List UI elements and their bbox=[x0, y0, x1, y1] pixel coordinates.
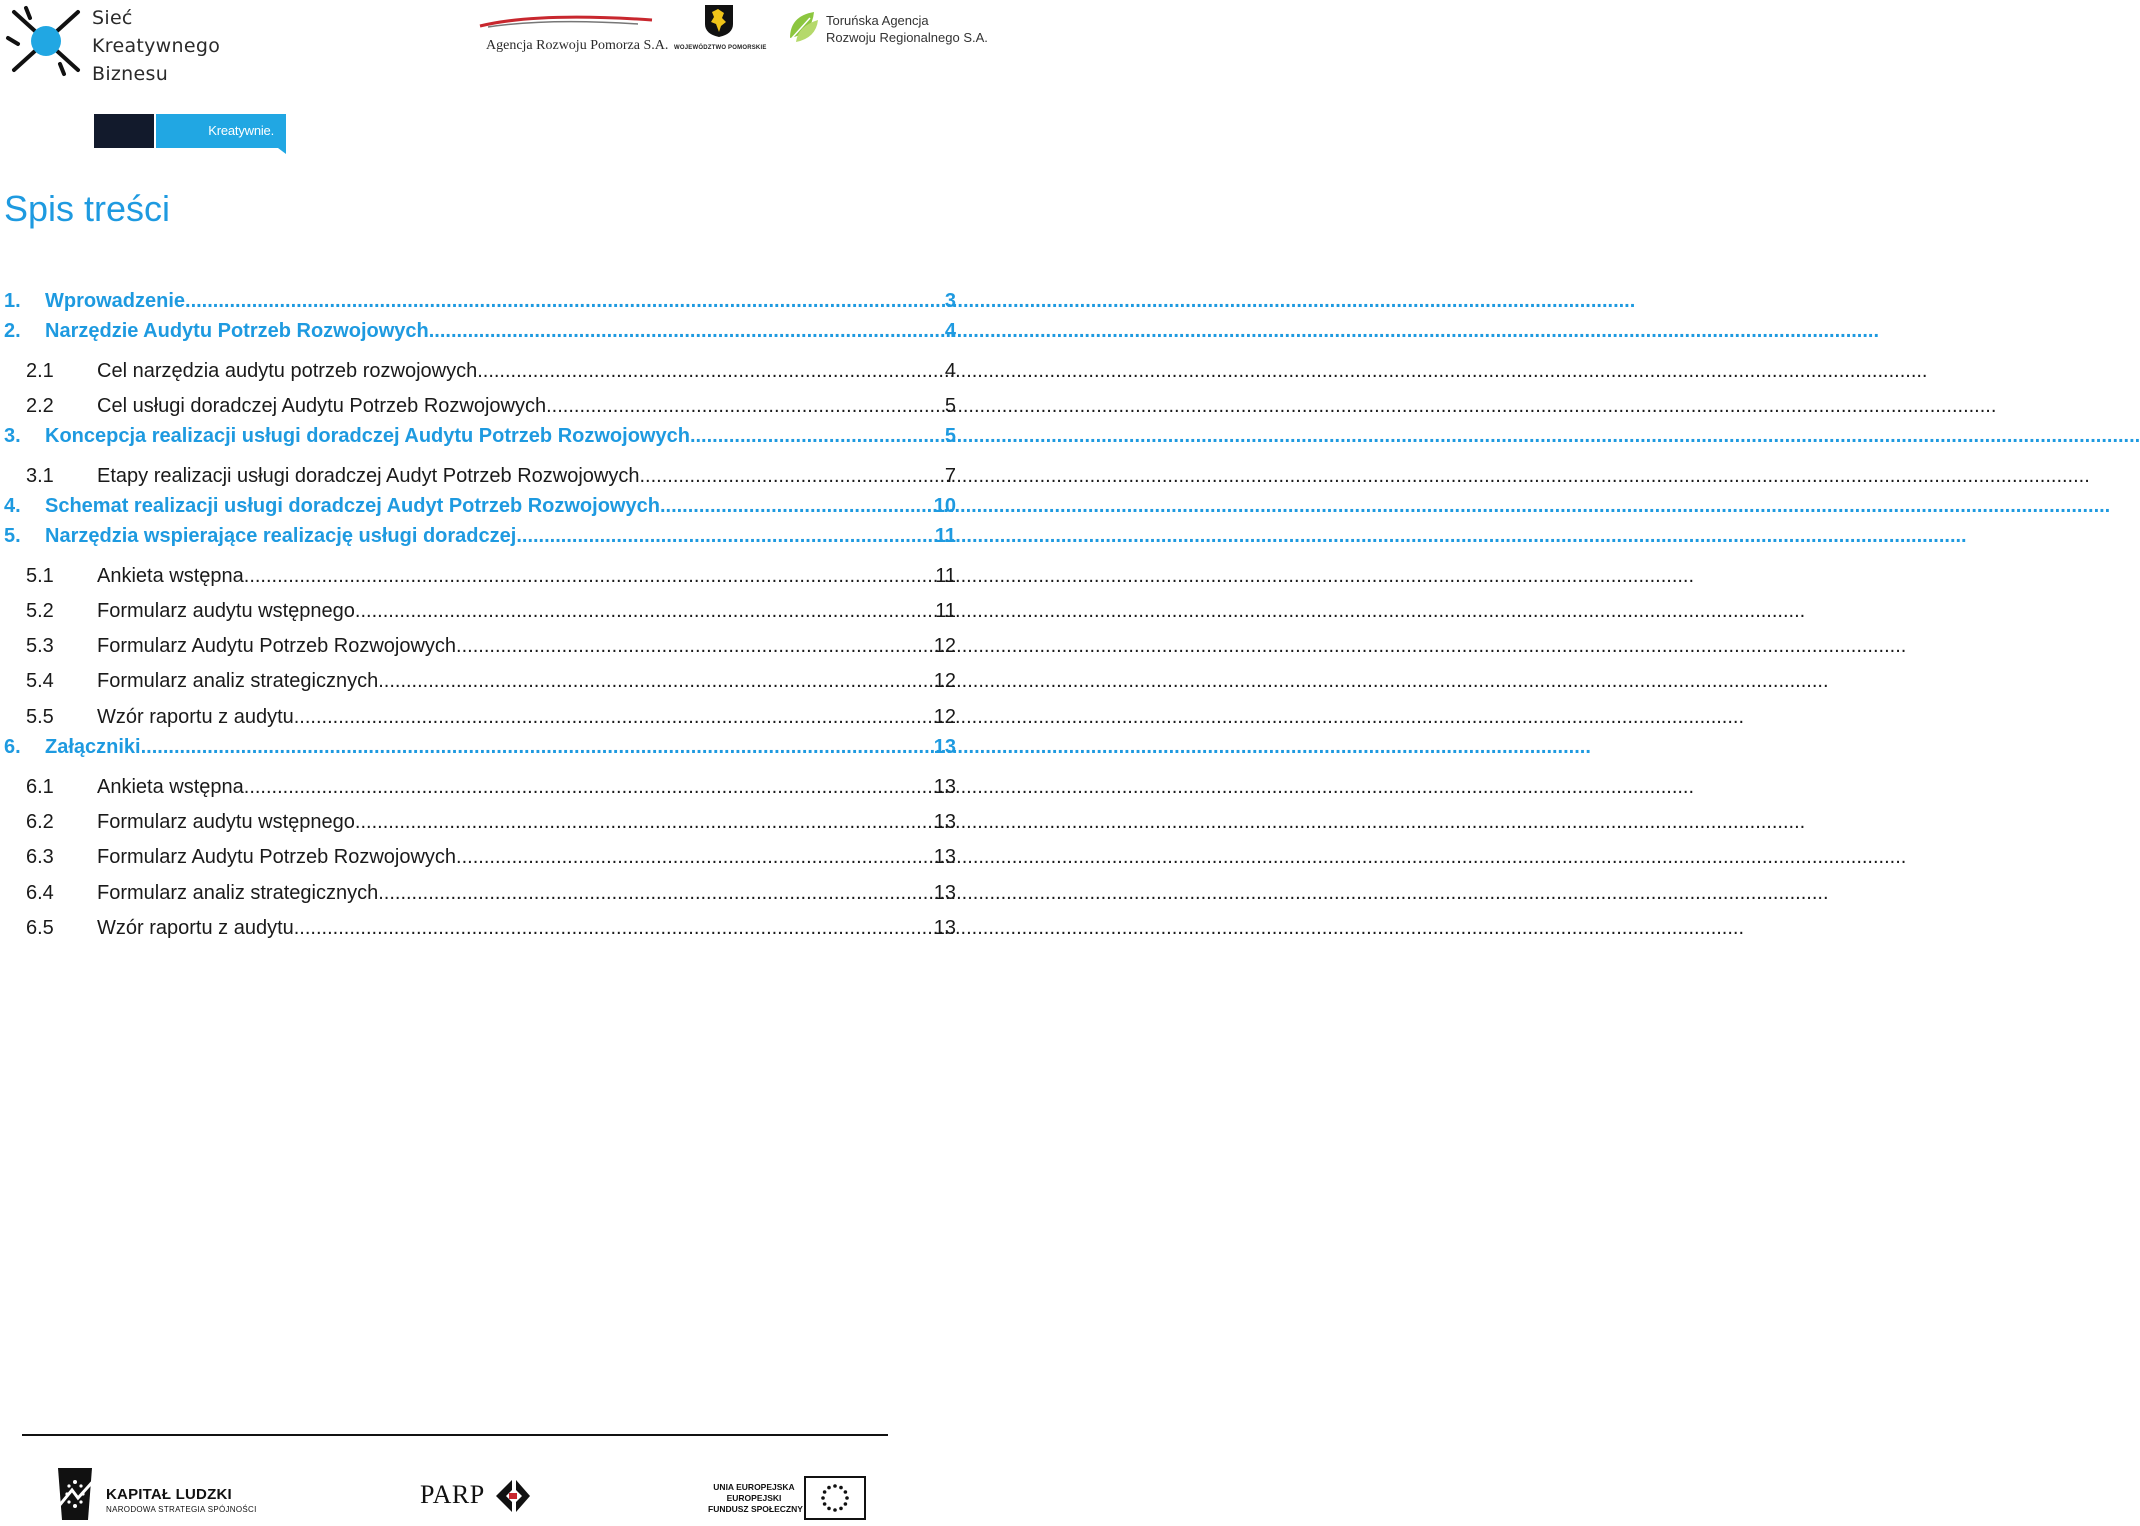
toc-dot-leader bbox=[141, 736, 932, 759]
toc-entry-page: 11 bbox=[934, 525, 956, 547]
toc-dot-leader bbox=[378, 882, 932, 905]
toc-entry-number: 3.1 bbox=[26, 465, 54, 487]
toc-entry-page: 13 bbox=[933, 776, 956, 798]
eu-star-icon bbox=[844, 1490, 848, 1494]
toc-entry[interactable] bbox=[4, 670, 956, 693]
eu-logo-text bbox=[708, 1482, 803, 1515]
toc-entry-number: 2.1 bbox=[26, 360, 54, 382]
toc-entry-number: 5. bbox=[4, 525, 21, 547]
toc-entry-title: Etapy realizacji usługi doradczej Audyt Potrzeb Rozwojowych bbox=[97, 465, 640, 487]
eu-line: FUNDUSZ SPOŁECZNY bbox=[708, 1504, 803, 1514]
parp-logo-text: PARP bbox=[420, 1480, 485, 1509]
banner-tail bbox=[278, 148, 286, 154]
toc-entry-page: 13 bbox=[933, 811, 956, 833]
parp-logo bbox=[420, 1474, 536, 1518]
toc-entry-title: Formularz audytu wstępnego bbox=[97, 600, 355, 622]
eu-star-icon bbox=[823, 1502, 827, 1506]
toc-dot-leader bbox=[516, 525, 933, 548]
toc-entry-title: Wprowadzenie bbox=[45, 290, 186, 312]
toc-dot-leader bbox=[294, 917, 932, 940]
eu-star-icon bbox=[821, 1496, 825, 1500]
toc-entry-title: Cel narzędzia audytu potrzeb rozwojowych bbox=[97, 360, 478, 382]
tarr-line: Rozwoju Regionalnego S.A. bbox=[826, 30, 988, 45]
eu-star-icon bbox=[823, 1490, 827, 1494]
pomorskie-logo bbox=[674, 4, 767, 54]
toc-entry[interactable] bbox=[4, 565, 956, 588]
banner-dark-block bbox=[94, 114, 154, 148]
toc-entry-title: Formularz analiz strategicznych bbox=[97, 882, 379, 904]
toc-entry-number: 6.4 bbox=[26, 882, 54, 904]
toc-entry-number: 6. bbox=[4, 736, 21, 758]
toc-dot-leader bbox=[660, 495, 932, 518]
toc-entry[interactable] bbox=[4, 465, 956, 488]
kapital-ludzki-logo bbox=[52, 1464, 257, 1524]
toc-entry-page: 13 bbox=[933, 736, 956, 758]
eu-flag-icon bbox=[804, 1476, 866, 1520]
toc-dot-leader bbox=[378, 670, 932, 693]
toc-entry[interactable] bbox=[4, 736, 956, 759]
toc-entry-page: 4 bbox=[944, 320, 956, 342]
toc-entry-number: 5.4 bbox=[26, 670, 54, 692]
parp-mark-icon bbox=[492, 1476, 534, 1516]
eu-star-icon bbox=[827, 1507, 831, 1511]
toc-dot-leader bbox=[456, 846, 932, 869]
toc-entry[interactable] bbox=[4, 635, 956, 658]
toc-entry-title: Wzór raportu z audytu bbox=[97, 917, 294, 939]
toc-entry-title: Formularz Audytu Potrzeb Rozwojowych bbox=[97, 635, 457, 657]
griffin-shield-icon bbox=[704, 4, 734, 38]
toc-entry-number: 5.2 bbox=[26, 600, 54, 622]
toc-dot-leader bbox=[546, 395, 943, 418]
toc-entry-page: 13 bbox=[933, 882, 956, 904]
toc-dot-leader bbox=[294, 706, 932, 729]
toc-entry-page: 7 bbox=[944, 465, 956, 487]
toc-entry-title: Formularz analiz strategicznych bbox=[97, 670, 379, 692]
tarr-line: Toruńska Agencja bbox=[826, 13, 929, 28]
leaf-icon bbox=[786, 8, 822, 44]
toc-entry-title: Ankieta wstępna bbox=[97, 565, 244, 587]
toc-entry-page: 11 bbox=[935, 600, 956, 622]
toc-dot-leader bbox=[244, 565, 933, 588]
page-title: Spis treści bbox=[4, 188, 171, 229]
pomorskie-logo-text: WOJEWÓDZTWO POMORSKIE bbox=[674, 45, 767, 51]
toc-entry-title: Schemat realizacji usługi doradczej Audyt Potrzeb Rozwojowych bbox=[45, 495, 660, 517]
toc-entry-page: 12 bbox=[933, 706, 956, 728]
toc-entry-number: 2.2 bbox=[26, 395, 54, 417]
toc-entry-number: 4. bbox=[4, 495, 21, 517]
skb-logo-text bbox=[92, 4, 220, 88]
eu-logo bbox=[708, 1476, 868, 1524]
skb-line: Kreatywnego bbox=[92, 35, 221, 57]
toc-entry[interactable] bbox=[4, 706, 956, 729]
toc-entry-title: Narzędzie Audytu Potrzeb Rozwojowych bbox=[45, 320, 429, 342]
eu-line: UNIA EUROPEJSKA bbox=[713, 1482, 795, 1492]
toc-entry-number: 3. bbox=[4, 425, 21, 447]
toc-entry-number: 1. bbox=[4, 290, 21, 312]
toc-entry-page: 12 bbox=[933, 635, 956, 657]
toc-entry-page: 5 bbox=[944, 395, 956, 417]
toc-entry[interactable] bbox=[4, 320, 956, 343]
toc-entry[interactable] bbox=[4, 846, 956, 869]
eu-star-icon bbox=[845, 1496, 849, 1500]
toc-entry-title: Wzór raportu z audytu bbox=[97, 706, 294, 728]
toc-entry[interactable] bbox=[4, 600, 956, 623]
toc-entry-page: 5 bbox=[944, 425, 956, 447]
skb-logo-icon bbox=[4, 4, 86, 78]
toc-entry-number: 5.3 bbox=[26, 635, 54, 657]
kapital-ludzki-subtitle: NARODOWA STRATEGIA SPÓJNOŚCI bbox=[106, 1505, 257, 1514]
toc-entry-title: Narzędzia wspierające realizację usługi doradczej bbox=[45, 525, 517, 547]
toc-entry-page: 10 bbox=[933, 495, 956, 517]
toc-dot-leader bbox=[690, 425, 943, 448]
skb-line: Sieć bbox=[92, 7, 133, 29]
toc-entry-page: 3 bbox=[944, 290, 956, 312]
toc-entry[interactable] bbox=[4, 776, 956, 799]
toc-dot-leader bbox=[355, 600, 933, 623]
toc-entry-title: Ankieta wstępna bbox=[97, 776, 244, 798]
toc-dot-leader bbox=[477, 360, 943, 383]
banner-blue-block bbox=[156, 114, 286, 148]
eu-star-icon bbox=[844, 1502, 848, 1506]
toc-entry-title: Załączniki bbox=[45, 736, 141, 758]
toc-entry-page: 13 bbox=[933, 846, 956, 868]
toc-entry[interactable] bbox=[4, 290, 956, 313]
toc-dot-leader bbox=[244, 776, 932, 799]
toc-dot-leader bbox=[456, 635, 932, 658]
toc-entry-title: Formularz Audytu Potrzeb Rozwojowych bbox=[97, 846, 457, 868]
toc-entry-number: 2. bbox=[4, 320, 21, 342]
toc-entry-number: 6.3 bbox=[26, 846, 54, 868]
toc-dot-leader bbox=[640, 465, 943, 488]
toc-entry-number: 6.2 bbox=[26, 811, 54, 833]
toc-entry[interactable] bbox=[4, 917, 956, 940]
page-header bbox=[0, 0, 988, 160]
toc-entry[interactable] bbox=[4, 525, 956, 548]
toc-entry-page: 11 bbox=[935, 565, 956, 587]
toc-entry-number: 5.5 bbox=[26, 706, 54, 728]
arp-swoosh-icon bbox=[478, 14, 654, 28]
banner-label: Kreatywnie. bbox=[208, 123, 274, 138]
toc-dot-leader bbox=[429, 320, 943, 343]
toc-entry-page: 12 bbox=[933, 670, 956, 692]
toc-entry-page: 4 bbox=[944, 360, 956, 382]
eu-star-icon bbox=[833, 1508, 837, 1512]
footer-divider bbox=[22, 1434, 888, 1436]
eu-star-icon bbox=[839, 1486, 843, 1490]
toc-entry-title: Formularz audytu wstępnego bbox=[97, 811, 355, 833]
kapital-ludzki-title: KAPITAŁ LUDZKI bbox=[106, 1486, 232, 1503]
tarr-logo bbox=[786, 8, 988, 48]
arp-logo bbox=[478, 14, 669, 53]
kapital-ludzki-mark-icon bbox=[52, 1464, 98, 1524]
eu-star-icon bbox=[827, 1486, 831, 1490]
tarr-logo-text bbox=[826, 12, 988, 46]
toc-dot-leader bbox=[185, 290, 943, 313]
toc-entry-number: 5.1 bbox=[26, 565, 54, 587]
eu-line: EUROPEJSKI bbox=[726, 1493, 782, 1503]
skb-line: Biznesu bbox=[92, 63, 169, 85]
toc-entry-number: 6.5 bbox=[26, 917, 54, 939]
eu-star-icon bbox=[833, 1484, 837, 1488]
toc-entry[interactable] bbox=[4, 360, 956, 383]
toc-entry[interactable] bbox=[4, 425, 956, 448]
kreatywnie-banner bbox=[94, 114, 286, 152]
toc-entry[interactable] bbox=[4, 495, 956, 518]
toc-entry-title: Cel usługi doradczej Audytu Potrzeb Rozwojowych bbox=[97, 395, 547, 417]
toc-entry[interactable] bbox=[4, 811, 956, 834]
arp-logo-text: Agencja Rozwoju Pomorza S.A. bbox=[486, 38, 669, 53]
toc-entry-number: 6.1 bbox=[26, 776, 54, 798]
toc-dot-leader bbox=[355, 811, 932, 834]
toc-entry[interactable] bbox=[4, 882, 956, 905]
toc-entry[interactable] bbox=[4, 395, 956, 418]
eu-star-icon bbox=[839, 1507, 843, 1511]
toc-entry-title: Koncepcja realizacji usługi doradczej Audytu Potrzeb Rozwojowych bbox=[45, 425, 690, 447]
toc-entry-page: 13 bbox=[933, 917, 956, 939]
